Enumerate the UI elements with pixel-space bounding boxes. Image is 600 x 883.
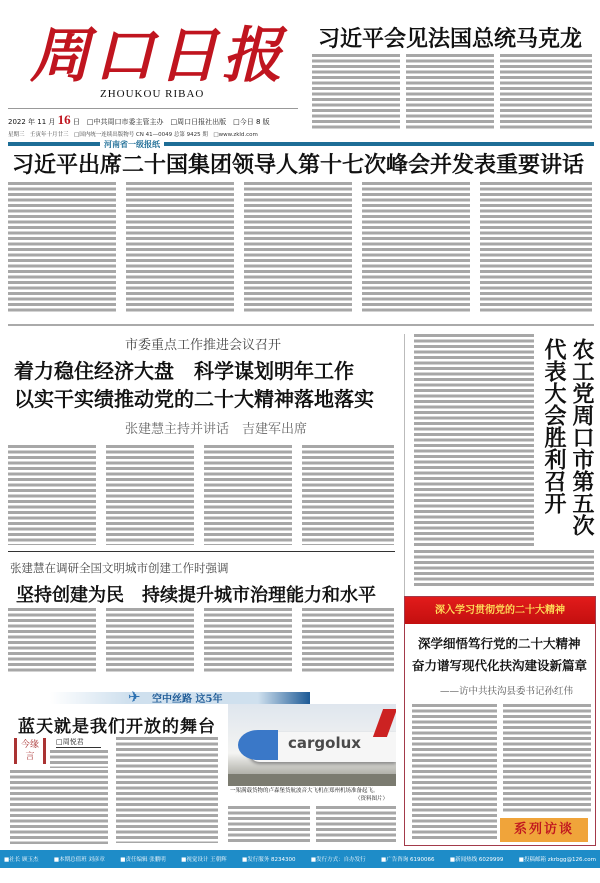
photo-caption: 一架满载货物的卢森堡货航波音大飞机在郑州机场准备起飞。	[230, 788, 379, 794]
series-badge: 系列访谈	[500, 818, 588, 842]
article-text	[362, 182, 470, 312]
article-text	[8, 445, 96, 545]
article-text	[480, 182, 592, 312]
box-headline-line2[interactable]: 奋力谱写现代化扶沟建设新篇章	[412, 658, 588, 673]
divider	[8, 108, 298, 109]
article-text	[406, 54, 494, 130]
footer-item: ■社长 顾玉杰	[4, 857, 39, 863]
side-headline[interactable]: 农工党周口市第五次代表大会胜利召开	[541, 338, 595, 536]
footer-item: ■视觉设计 王朝辉	[181, 857, 227, 863]
article-text	[302, 608, 394, 674]
story2-headline-line2[interactable]: 以实干实绩推动党的二十大精神落地落实	[14, 387, 374, 411]
publisher-info: □中共周口市委主管主办 □周口日报社出版 □今日 8 版	[86, 118, 270, 126]
article-text	[228, 806, 310, 844]
article-text	[204, 608, 292, 674]
column-icon: 今缘言	[14, 738, 46, 764]
banner-text: 空中丝路	[152, 694, 192, 705]
footer-item: ■发行服务 8234300	[242, 857, 296, 863]
story2-kicker: 市委重点工作推进会议召开	[125, 338, 282, 353]
footer-item: ■发行方式：自办发行	[310, 857, 366, 863]
article-text	[106, 445, 194, 545]
article-text	[302, 445, 394, 545]
article-text	[204, 445, 292, 545]
article-text	[126, 182, 234, 312]
footer-item: ■本期总值班 刘彦章	[53, 857, 105, 863]
banner-text-2: 这5年	[195, 694, 223, 705]
story2-subtitle: 张建慧主持并讲话 吉建军出席	[125, 422, 308, 437]
article-text	[414, 550, 594, 588]
story2-headline-line1[interactable]: 着力稳住经济大盘 科学谋划明年工作	[14, 359, 354, 383]
divider	[8, 551, 395, 552]
article-text	[116, 737, 218, 843]
divider	[8, 324, 594, 326]
footer-item: ■新闻热线 6029999	[449, 857, 504, 863]
article-text	[10, 770, 108, 844]
date-suffix: 日	[72, 118, 80, 126]
date-prefix: 2022 年 11 月	[8, 118, 56, 126]
plane-icon: ✈	[128, 688, 141, 706]
article-text	[106, 608, 194, 674]
article-text	[8, 608, 96, 674]
masthead-rule	[8, 142, 594, 146]
footer-item: ■投稿邮箱 zkrbgg@126.com	[518, 857, 596, 863]
article-text	[244, 182, 352, 312]
box-headline-line1[interactable]: 深学细悟笃行党的二十大精神	[418, 636, 581, 651]
article-text	[500, 54, 592, 130]
lead-headline[interactable]: 习近平出席二十国集团领导人第十七次峰会并发表重要讲话	[12, 153, 585, 178]
dateline	[8, 112, 270, 128]
rank-label: 河南省一级报纸	[100, 139, 164, 150]
feature-banner	[152, 690, 222, 705]
masthead-logo: 周口日报	[30, 21, 286, 91]
article-text	[8, 182, 116, 312]
date-day: 16	[57, 112, 71, 127]
box-banner: 深入学习贯彻党的二十大精神	[405, 597, 595, 624]
article-text	[316, 806, 396, 844]
masthead-pinyin: ZHOUKOU RIBAO	[100, 88, 205, 100]
photo-credit: （资料图片）	[355, 796, 389, 802]
footer-bar	[0, 850, 600, 868]
top-right-headline[interactable]: 习近平会见法国总统马克龙	[318, 27, 583, 52]
footer-item: ■责任编辑 张鹏明	[120, 857, 166, 863]
cargo-plane-photo	[228, 704, 396, 786]
article-text	[312, 54, 400, 130]
feature-headline[interactable]: 蓝天就是我们开放的舞台	[18, 717, 216, 737]
box-subtitle: ——访中共扶沟县委书记孙红伟	[440, 686, 574, 697]
byline: □周悦君	[56, 737, 101, 748]
article-text	[503, 704, 591, 814]
issue-info: 星期三 壬寅年十月廿三 □国内统一连续出版物号 CN 41—0049 总第 9425 期 □www.zkld.com	[8, 132, 258, 138]
article-text	[50, 750, 108, 768]
story3-headline[interactable]: 坚持创建为民 持续提升城市治理能力和水平	[16, 585, 376, 606]
plane-livery: cargolux	[288, 734, 361, 752]
article-text	[412, 704, 497, 840]
article-text	[414, 334, 534, 546]
footer-item: ■广告咨询 6190066	[381, 857, 435, 863]
story3-kicker: 张建慧在调研全国文明城市创建工作时强调	[10, 561, 229, 575]
